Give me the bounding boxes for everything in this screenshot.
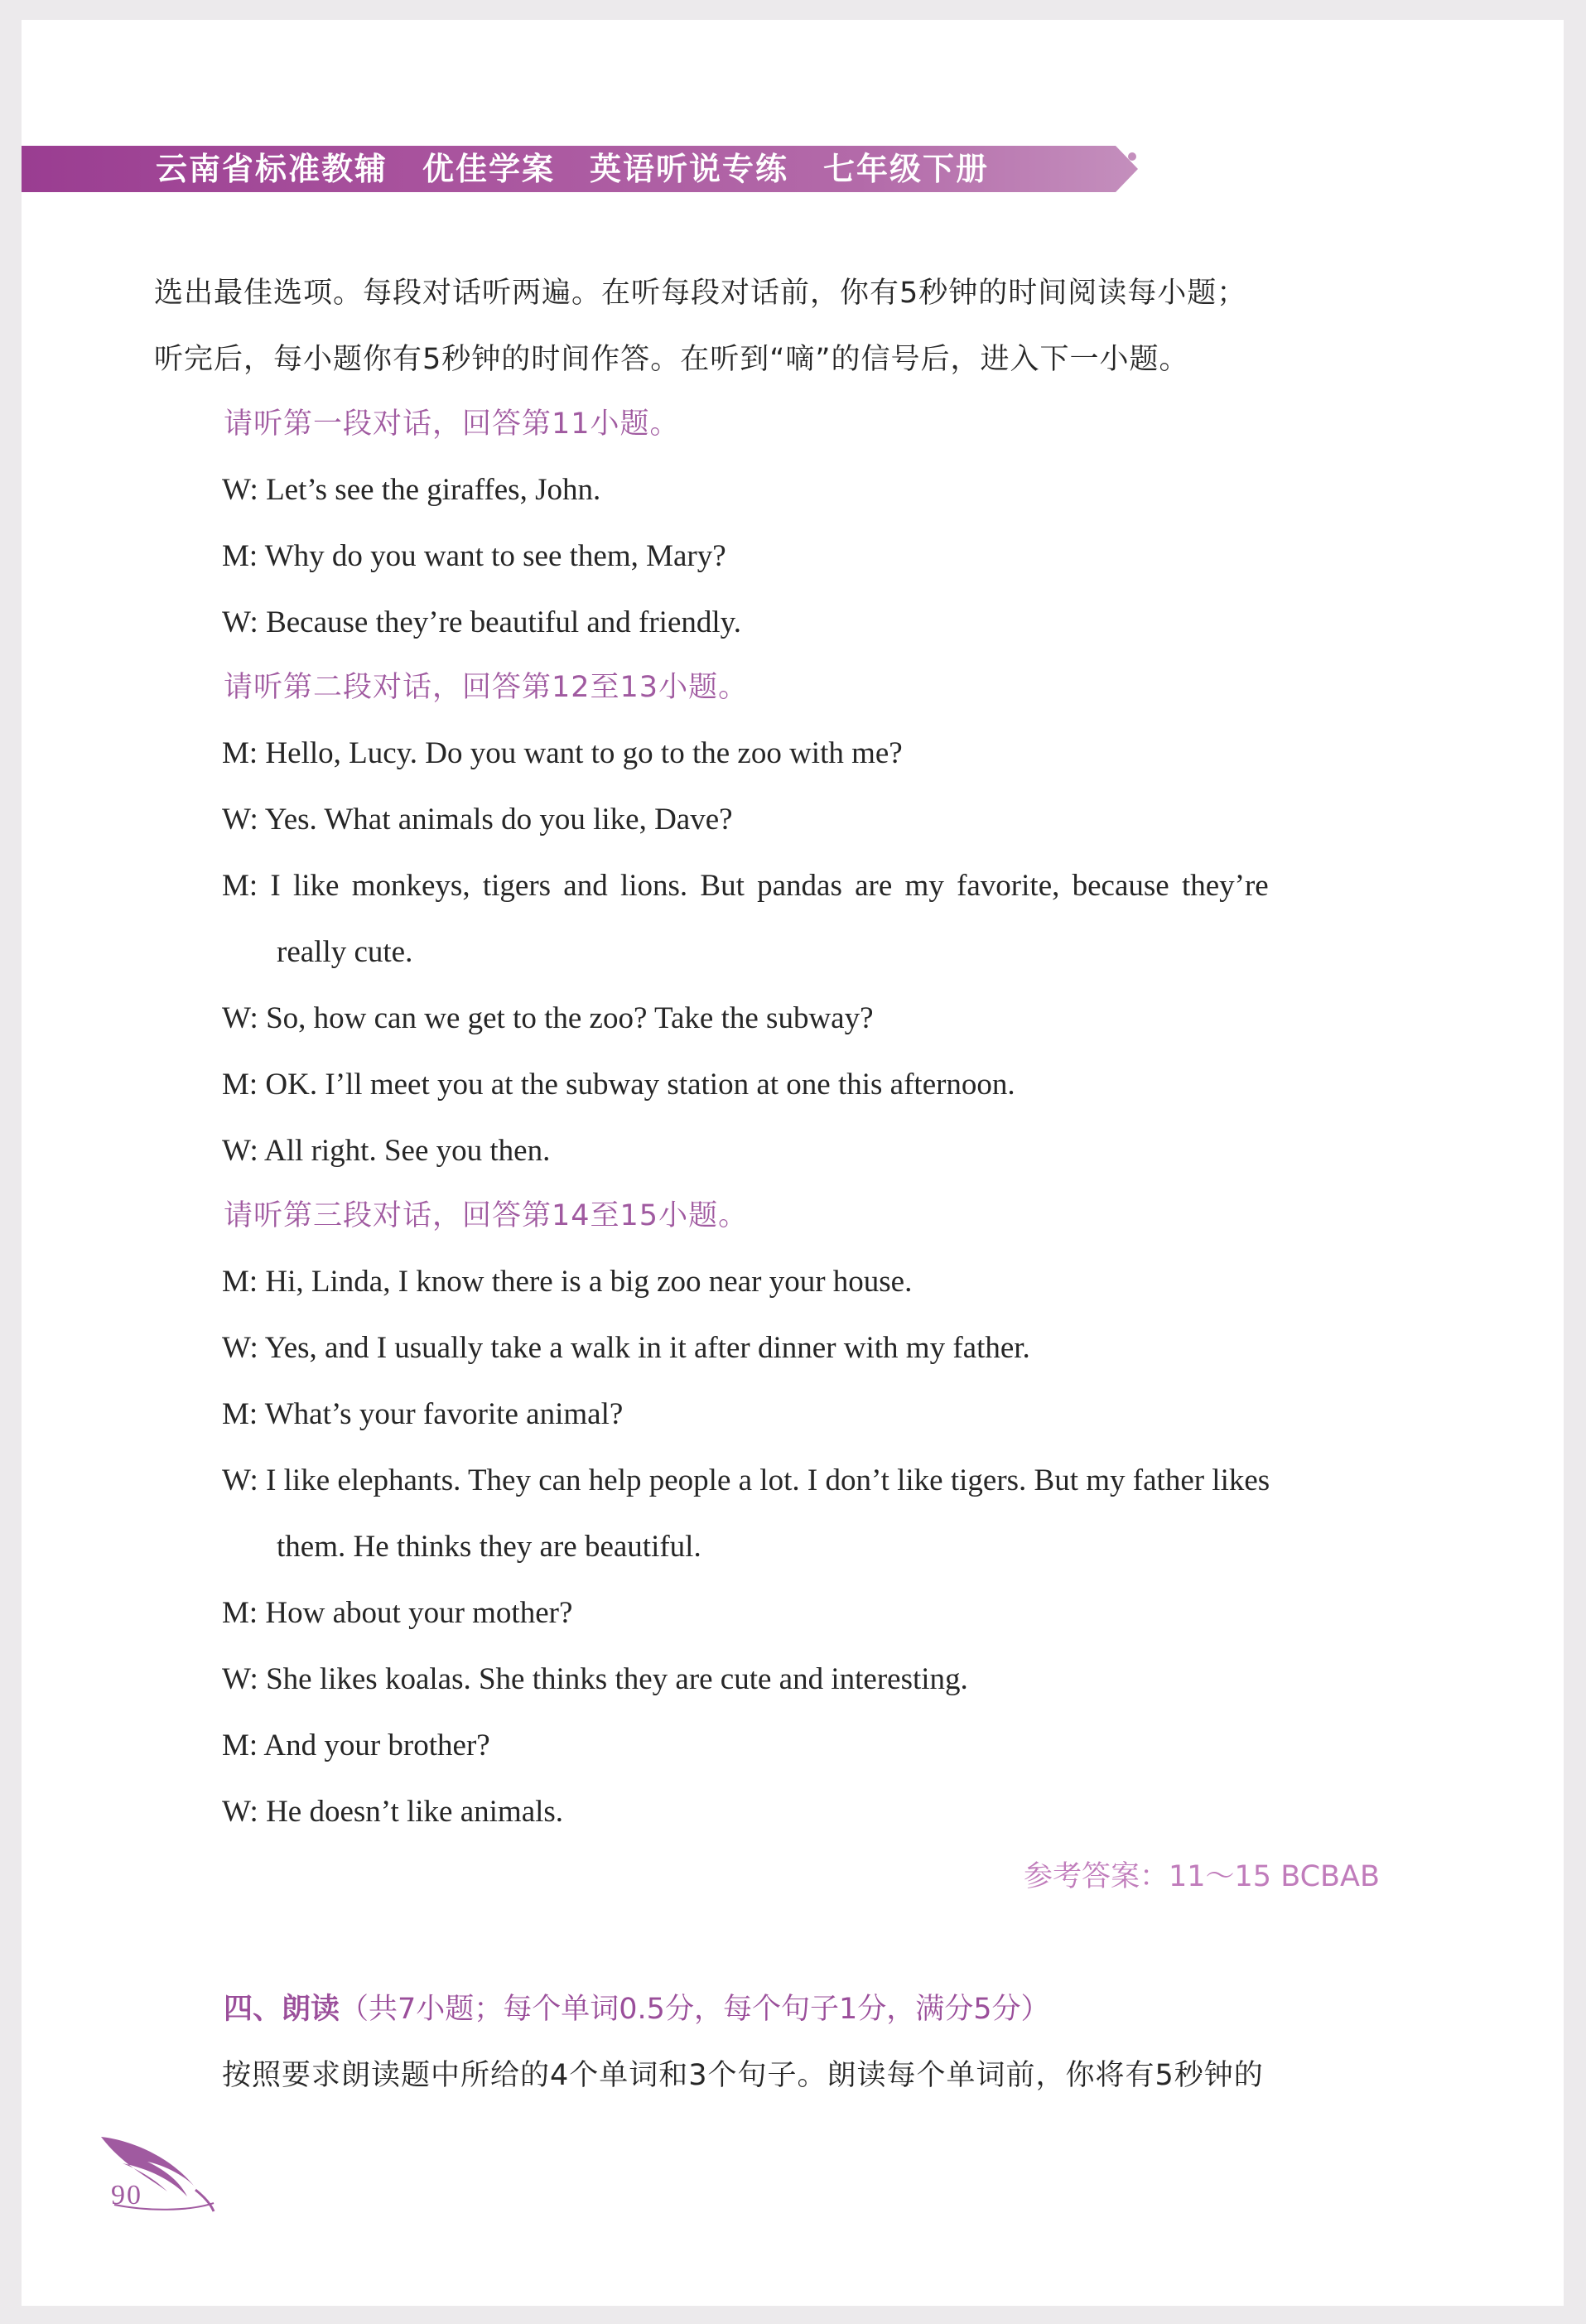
section4-instruction: 按照要求朗读题中所给的4个单词和3个句子。朗读每个单词前，你将有5秒钟的 <box>222 2059 1264 2092</box>
dialogue2-heading: 请听第二段对话，回答第12至13小题。 <box>224 671 749 704</box>
answer-key: 参考答案：11～15 BCBAB <box>1024 1860 1380 1893</box>
running-header <box>156 147 1024 190</box>
section4-heading <box>224 1989 1049 2029</box>
section4-note: （共7小题；每个单词0.5分，每个句子1分，满分5分） <box>340 1993 1050 2026</box>
dialogue-line: W: He doesn’t like animals. <box>222 1795 564 1829</box>
dialogue-line: W: All right. See you then. <box>222 1134 551 1168</box>
intro-line-1: 选出最佳选项。每段对话听两遍。在听每段对话前，你有5秒钟的时间阅读每小题； <box>154 277 1247 310</box>
dialogue-line: M: OK. I’ll meet you at the subway station at one this afternoon. <box>222 1068 1015 1102</box>
dialogue-line: M: Hi, Linda, I know there is a big zoo near your house. <box>222 1265 913 1299</box>
header-brand: 优佳学案 <box>422 151 556 187</box>
dialogue-line-continuation: really cute. <box>277 935 413 969</box>
intro-line-2: 听完后，每小题你有5秒钟的时间作答。在听到“嘀”的信号后，进入下一小题。 <box>154 343 1189 376</box>
dialogue-line: W: So, how can we get to the zoo? Take the subway? <box>222 1001 874 1035</box>
dialogue-line: W: Let’s see the giraffes, John. <box>222 473 601 507</box>
page-number: 90 <box>111 2180 142 2211</box>
dialogue-line: W: I like elephants. They can help people a lot. I don’t like tigers. But my father likes <box>222 1463 1270 1497</box>
header-subject: 英语听说专练 <box>590 151 789 187</box>
dialogue3-heading: 请听第三段对话，回答第14至15小题。 <box>224 1199 749 1232</box>
dialogue-line: M: What’s your favorite animal? <box>222 1397 624 1431</box>
dialogue1-heading: 请听第一段对话，回答第11小题。 <box>224 407 680 441</box>
dialogue-line: W: Yes. What animals do you like, Dave? <box>222 803 733 837</box>
dialogue-line: M: Hello, Lucy. Do you want to go to the zoo with me? <box>222 736 903 770</box>
dialogue-line: M: And your brother? <box>222 1729 490 1762</box>
dialogue-line: M: I like monkeys, tigers and lions. But pandas are my favorite, because they’re <box>222 869 1269 903</box>
section4-title: 四、朗读 <box>224 1993 340 2026</box>
dialogue-line: M: How about your mother? <box>222 1596 573 1630</box>
dialogue-line: W: She likes koalas. She thinks they are cute and interesting. <box>222 1662 968 1696</box>
header-ornament <box>1128 152 1136 161</box>
dialogue-line: W: Because they’re beautiful and friendly. <box>222 605 742 639</box>
dialogue-line: W: Yes, and I usually take a walk in it after dinner with my father. <box>222 1331 1030 1365</box>
header-grade: 七年级下册 <box>823 151 990 187</box>
header-series: 云南省标准教辅 <box>156 151 388 187</box>
dialogue-line: M: Why do you want to see them, Mary? <box>222 539 726 573</box>
dialogue-line-continuation: them. He thinks they are beautiful. <box>277 1530 701 1564</box>
